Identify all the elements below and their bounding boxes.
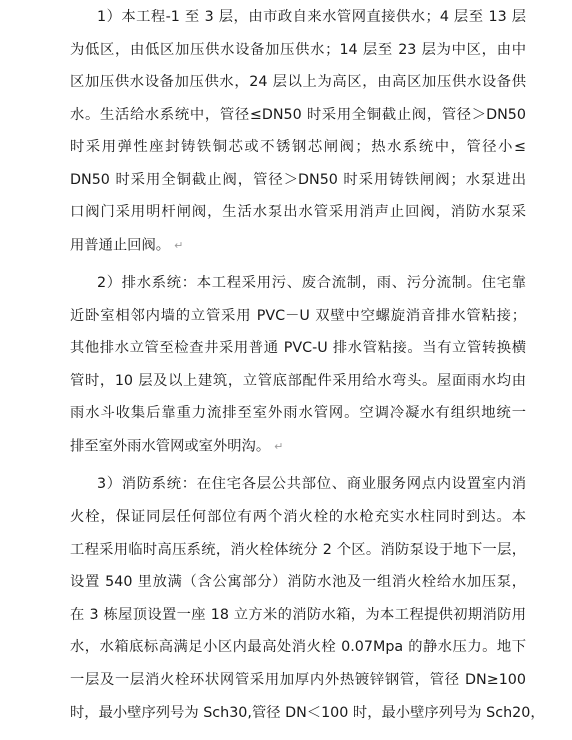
paragraph-mark-icon: ↵ — [174, 239, 184, 252]
paragraph-2-line-2: 近卧室相邻内墙的立管采用 PVC－U 双壁中空螺旋消音排水管粘接； — [70, 308, 526, 324]
paragraph-1-line-2: 为低区，由低区加压供水设备加压供水；14 层至 23 层为中区，由中 — [70, 42, 526, 58]
paragraph-2-line-6-text: 排至室外雨水管网或室外明沟。 — [70, 438, 271, 455]
paragraph-1-line-5: 时采用弹性座封铸铁铜芯或不锈钢芯闸阀；热水系统中，管径小≤ — [70, 139, 526, 155]
paragraph-1-line-8 — [70, 229, 526, 262]
paragraph-3-line-4: 设置 540 里放满（含公寓部分）消防水池及一组消火栓给水加压泵， — [70, 574, 526, 590]
paragraph-2-line-6 — [70, 430, 526, 463]
paragraph-3-line-3: 工程采用临时高压系统，消火栓体统分 2 个区。消防泵设于地下一层， — [70, 542, 526, 558]
paragraph-3-line-5: 在 3 栋屋顶设置一座 18 立方米的消防水箱，为本工程提供初期消防用 — [70, 607, 526, 623]
paragraph-3-line-7: 一层及一层消火栓环状网管采用加厚内外热镀锌钢管，管径 DN≥100 — [70, 672, 526, 688]
paragraph-mark-icon: ↵ — [274, 440, 284, 453]
paragraph-3-line-6: 水，水箱底标高满足小区内最高处消火栓 0.07Mpa 的静水压力。地下 — [70, 639, 526, 655]
paragraph-2-line-3: 其他排水立管至检查井采用普通 PVC-U 排水管粘接。当有立管转换横 — [70, 340, 526, 356]
paragraph-1-line-6: DN50 时采用全铜截止阀，管径＞DN50 时采用铸铁闸阀；水泵进出 — [70, 172, 526, 188]
paragraph-2-line-4: 管时，10 层及以上建筑，立管底部配件采用给水弯头。屋面雨水均由 — [70, 373, 526, 389]
paragraph-1-line-1: 1）本工程-1 至 3 层，由市政自来水管网直接供水；4 层至 13 层 — [97, 9, 526, 25]
paragraph-3-line-8: 时，最小壁序列号为 Sch30,管径 DN＜100 时，最小壁序列号为 Sch20， — [70, 705, 545, 721]
paragraph-1-line-4: 水。生活给水系统中，管径≤DN50 时采用全铜截止阀，管径＞DN50 — [70, 107, 526, 123]
paragraph-1-line-8-text: 用普通止回阀。 — [70, 237, 171, 254]
paragraph-1-line-7: 口阀门采用明杆闸阀，生活水泵出水管采用消声止回阀，消防水泵采 — [70, 204, 526, 220]
paragraph-3-line-1: 3）消防系统：在住宅各层公共部位、商业服务网点内设置室内消 — [97, 476, 526, 492]
paragraph-2-line-5: 雨水斗收集后靠重力流排至室外雨水管网。空调冷凝水有组织地统一 — [70, 405, 526, 421]
paragraph-3-line-2: 火栓，保证同层任何部位有两个消火栓的水枪充实水柱同时到达。本 — [70, 509, 526, 525]
paragraph-2-line-1: 2）排水系统：本工程采用污、废合流制，雨、污分流制。住宅靠 — [97, 275, 526, 291]
paragraph-1-line-3: 区加压供水设备加压供水，24 层以上为高区，由高区加压供水设备供 — [70, 74, 526, 90]
